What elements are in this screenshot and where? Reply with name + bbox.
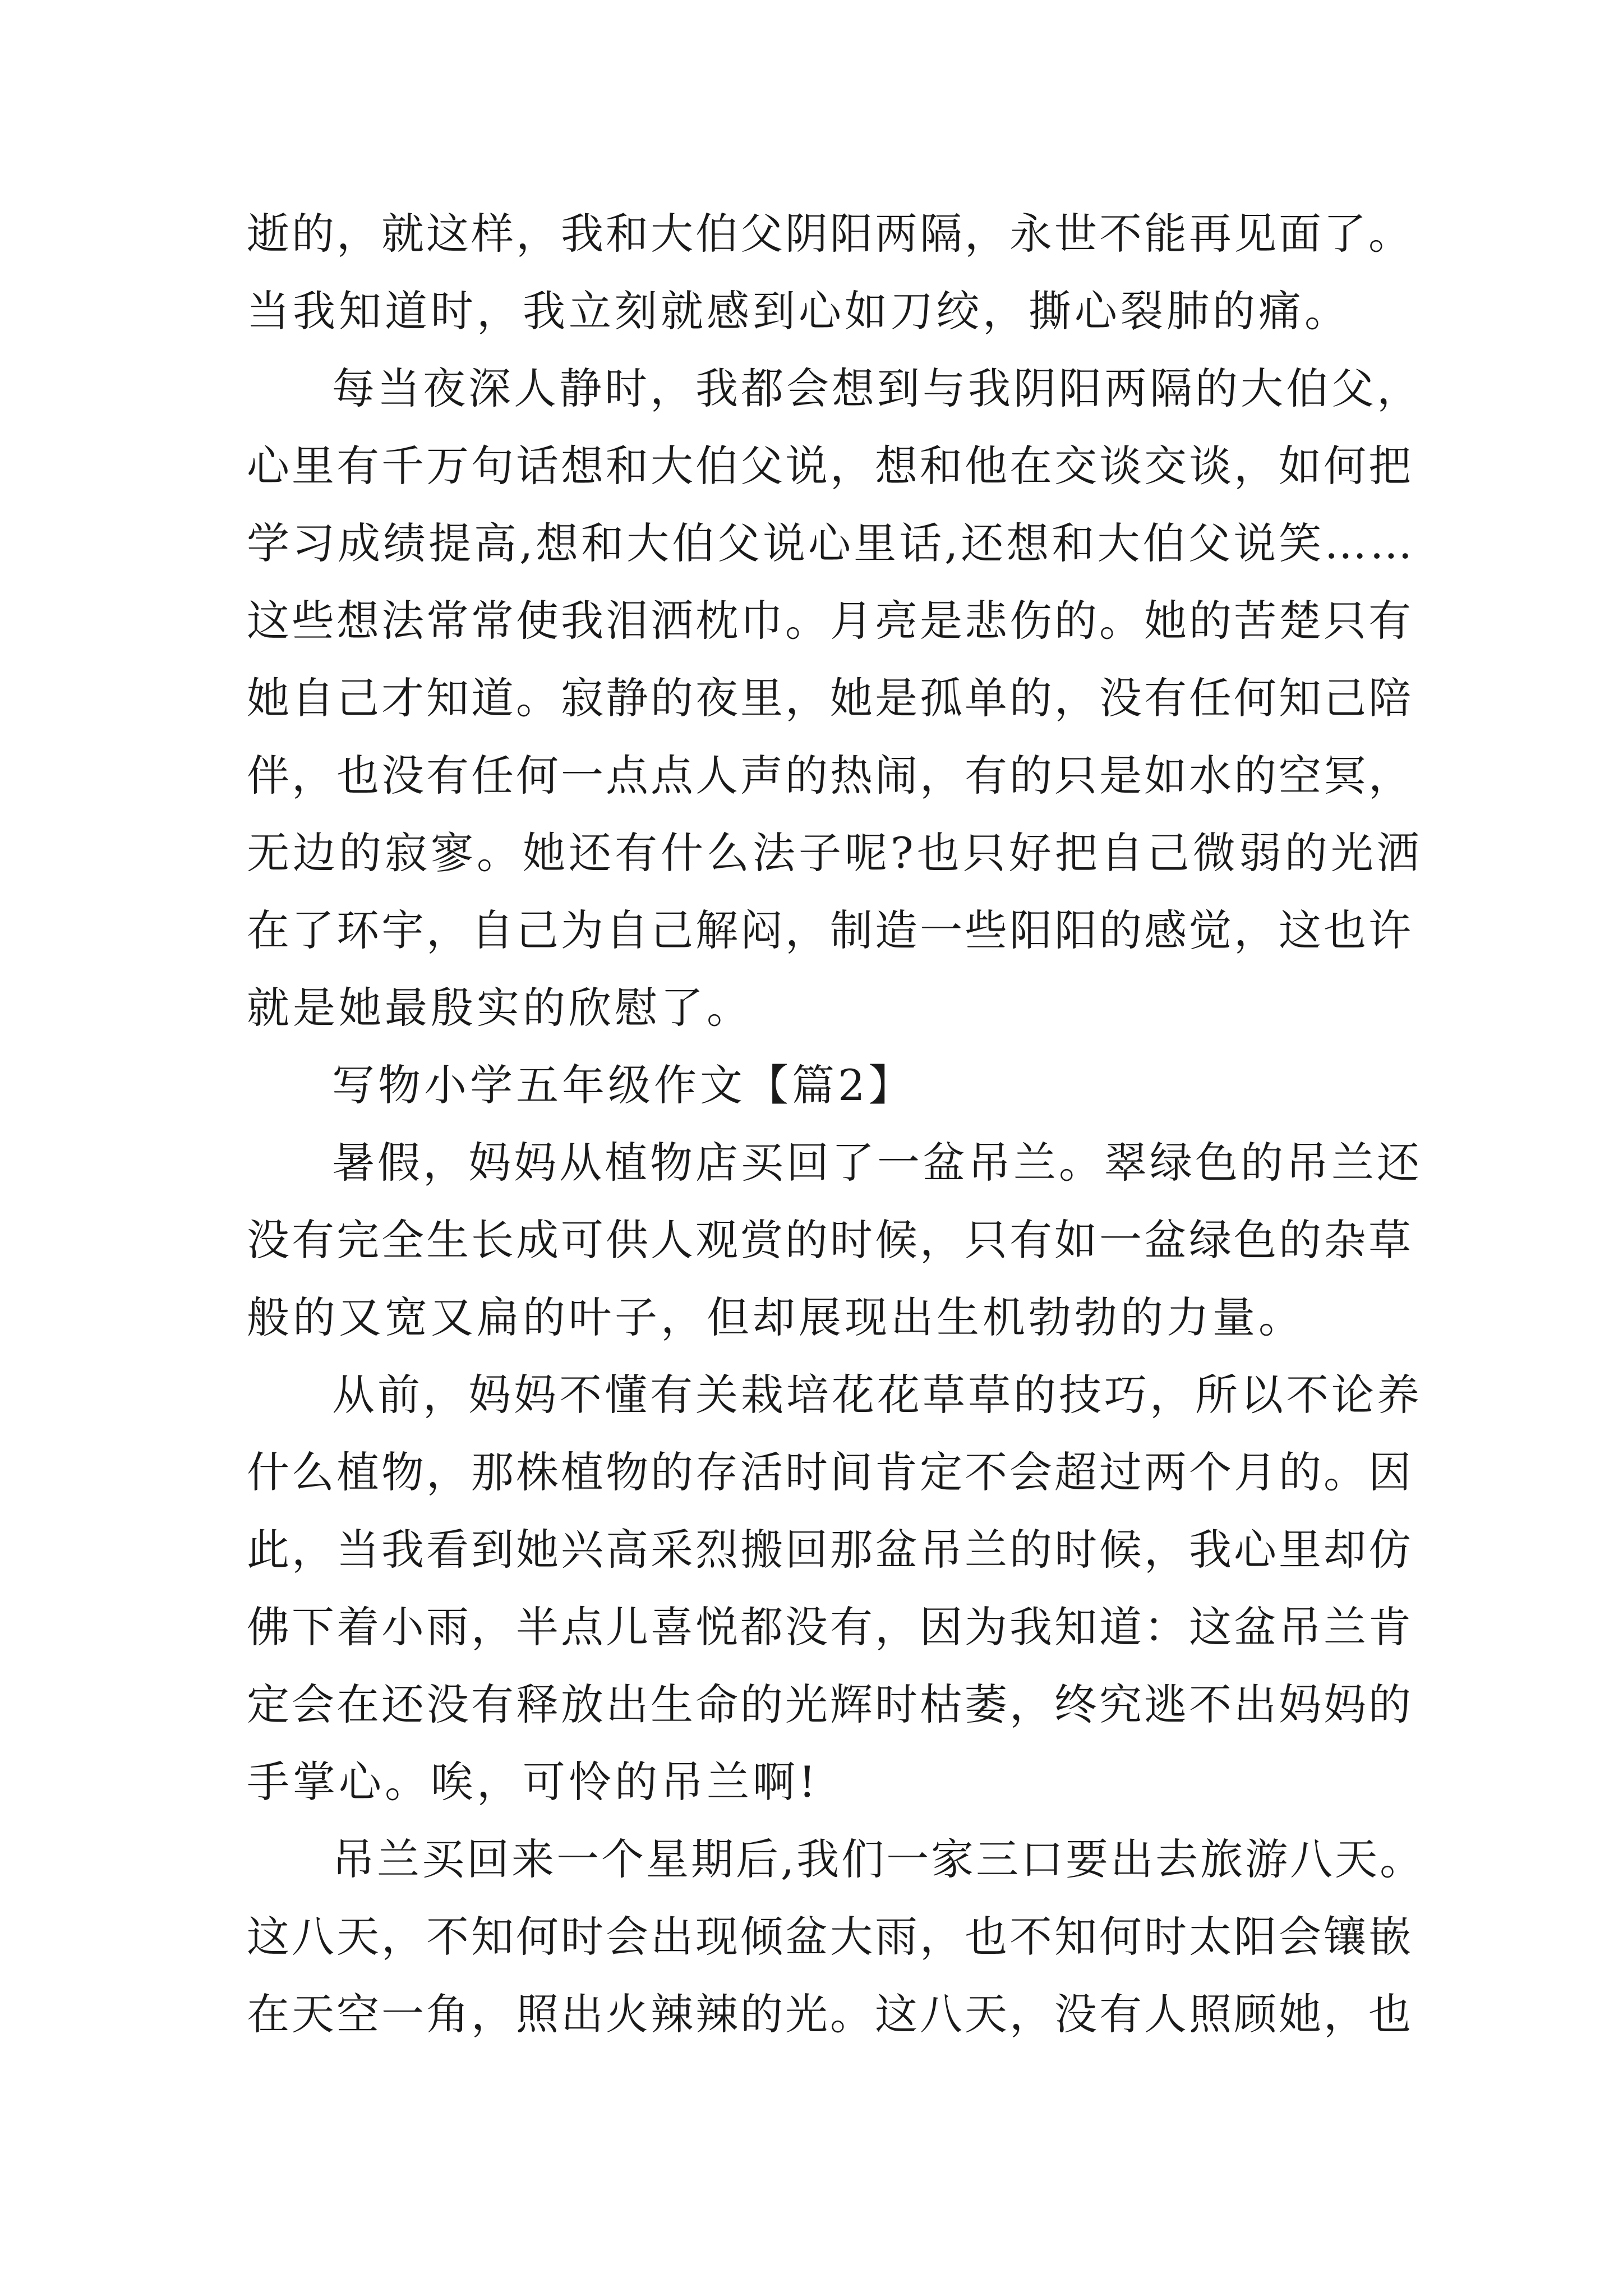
text-line: 在了环宇，自己为自己解闷，制造一些阳阳的感觉，这也许 xyxy=(247,905,1413,955)
text-line: 在天空一角，照出火辣辣的光。这八天，没有人照顾她，也 xyxy=(247,1989,1413,2039)
text-line: 当我知道时，我立刻就感到心如刀绞，撕心裂肺的痛。 xyxy=(247,286,1350,336)
text-line: 暑假，妈妈从植物店买回了一盆吊兰。翠绿色的吊兰还 xyxy=(332,1138,1422,1188)
text-line: 佛下着小雨，半点儿喜悦都没有，因为我知道：这盆吊兰肯 xyxy=(247,1602,1413,1652)
text-line: 此，当我看到她兴高采烈搬回那盆吊兰的时候，我心里却仿 xyxy=(247,1525,1413,1575)
text-line: 般的又宽又扁的叶子，但却展现出生机勃勃的力量。 xyxy=(247,1292,1304,1342)
text-line: 写物小学五年级作文【篇2】 xyxy=(332,1060,915,1110)
text-line: 每当夜深人静时，我都会想到与我阴阳两隔的大伯父， xyxy=(332,364,1422,413)
text-line: 吊兰买回来一个星期后,我们一家三口要出去旅游八天。 xyxy=(332,1834,1425,1884)
text-line: 无边的寂寥。她还有什么法子呢?也只好把自己微弱的光洒 xyxy=(247,828,1423,878)
body-text xyxy=(247,195,1424,2053)
text-line: 没有完全生长成可供人观赏的时候，只有如一盆绿色的杂草 xyxy=(247,1215,1413,1265)
text-line: 定会在还没有释放出生命的光辉时枯萎，终究逃不出妈妈的 xyxy=(247,1680,1413,1729)
text-line: 逝的，就这样，我和大伯父阴阳两隔，永世不能再见面了。 xyxy=(247,209,1413,259)
text-line: 伴，也没有任何一点点人声的热闹，有的只是如水的空冥， xyxy=(247,751,1413,800)
text-line: 从前，妈妈不懂有关栽培花花草草的技巧，所以不论养 xyxy=(332,1370,1422,1420)
text-line: 学习成绩提高,想和大伯父说心里话,还想和大伯父说笑…… xyxy=(247,518,1415,568)
text-line: 心里有千万句话想和大伯父说，想和他在交谈交谈，如何把 xyxy=(247,441,1413,491)
text-line: 什么植物，那株植物的存活时间肯定不会超过两个月的。因 xyxy=(247,1447,1413,1497)
text-line: 这些想法常常使我泪洒枕巾。月亮是悲伤的。她的苦楚只有 xyxy=(247,596,1413,646)
text-line: 手掌心。唉，可怜的吊兰啊! xyxy=(247,1757,819,1807)
text-line: 她自己才知道。寂静的夜里，她是孤单的，没有任何知己陪 xyxy=(247,673,1413,723)
text-line: 这八天，不知何时会出现倾盆大雨，也不知何时太阳会镶嵌 xyxy=(247,1912,1413,1962)
text-line: 就是她最殷实的欣慰了。 xyxy=(247,983,753,1033)
